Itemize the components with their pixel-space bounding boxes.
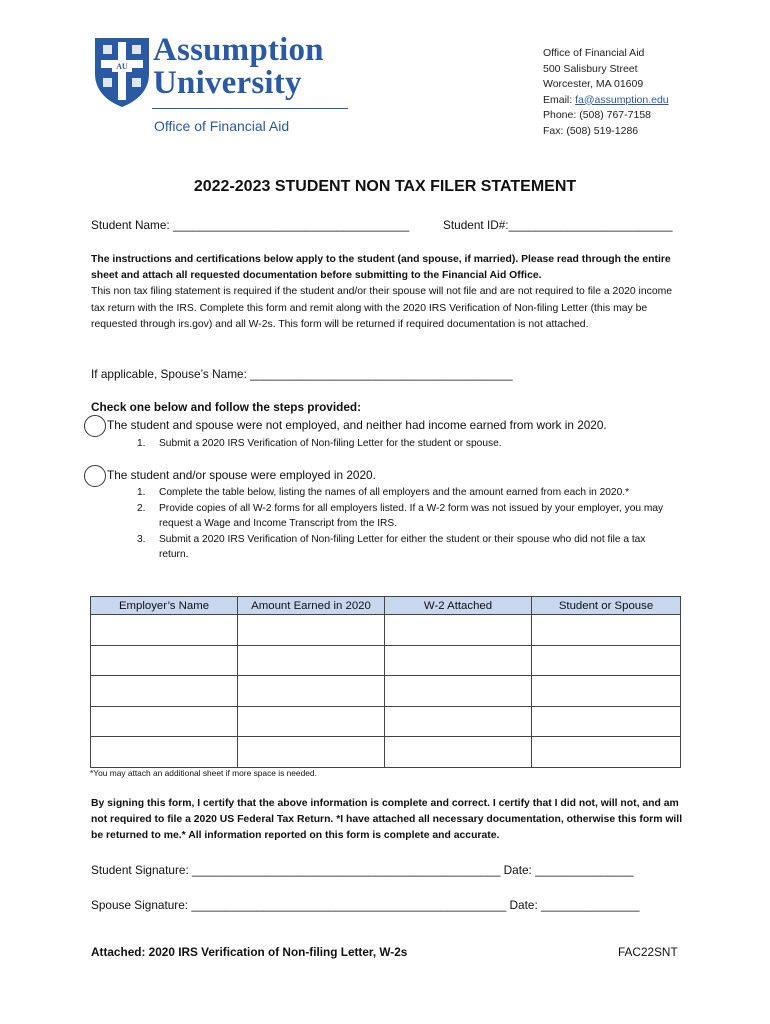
table-cell[interactable]: [91, 706, 238, 737]
col-w2-attached: W-2 Attached: [385, 597, 532, 615]
list-item: 1. Complete the table below, listing the names of all employers and the amount earned from each in 2020.*: [137, 487, 630, 498]
logo-line-2: University: [153, 65, 302, 101]
col-employer-name: Employer’s Name: [91, 597, 238, 615]
logo-subtitle: Office of Financial Aid: [154, 118, 290, 134]
spouse-signature-field[interactable]: Spouse Signature: ________________________________________________ Date: _______________: [91, 898, 640, 912]
office-city: Worcester, MA 01609: [543, 78, 644, 90]
form-code: FAC22SNT: [618, 945, 678, 959]
table-row: [91, 615, 681, 646]
shield-monogram: AU: [116, 62, 128, 71]
list-item: 1. Submit a 2020 IRS Verification of Non-filing Letter for the student or spouse.: [137, 438, 502, 449]
table-note: *You may attach an additional sheet if more space is needed.: [90, 768, 317, 778]
col-amount-earned: Amount Earned in 2020: [238, 597, 385, 615]
office-email-row: [543, 93, 669, 109]
table-cell[interactable]: [532, 615, 681, 646]
student-name-field[interactable]: Student Name: ____________________________________: [91, 218, 410, 232]
logo-wordmark: [153, 34, 324, 100]
instructions-body: This non tax filing statement is required if the student and/or their spouse will not file and are not required to file a 2020 income tax return with the IRS. Complete this form and remit along with the 2020 IRS Verification of Non-filing Letter (this may be requested through irs.gov) and all W-2s. This form will be returned if required documentation is not attached.: [91, 286, 673, 330]
table-row: [91, 706, 681, 737]
list-item: 2. Provide copies of all W-2 forms for all employers listed. If a W-2 form was not issued by your employer, you may request a Wage and Income Transcript from the IRS.: [137, 502, 664, 530]
table-cell[interactable]: [91, 737, 238, 768]
office-contact-block: [543, 46, 669, 139]
table-cell[interactable]: [532, 645, 681, 676]
email-label: Email:: [543, 93, 576, 106]
office-name: Office of Financial Aid: [543, 47, 645, 59]
list-item: 3. Submit a 2020 IRS Verification of Non-filing Letter for either the student or their spouse who did not file a tax return.: [137, 533, 646, 561]
table-cell[interactable]: [385, 645, 532, 676]
certification-statement: By signing this form, I certify that the above information is complete and correct. I certify that I did not, will not, and am not required to file a 2020 US Federal Tax Return. *I have attached all necessary documentation, otherwise this form will be returned to me.* All information reported on this form is complete and accurate.: [91, 798, 683, 842]
office-fax: Fax: (508) 519-1286: [543, 124, 639, 137]
option-not-employed-label: The student and spouse were not employed, and neither had income earned from work in 2020.: [107, 418, 607, 432]
instructions-block: [91, 252, 687, 333]
table-cell[interactable]: [91, 676, 238, 707]
page-title: 2022-2023 STUDENT NON TAX FILER STATEMENT: [193, 178, 577, 195]
table-cell[interactable]: [238, 706, 385, 737]
office-street: 500 Salisbury Street: [543, 62, 638, 75]
check-heading: Check one below and follow the steps provided:: [91, 400, 362, 414]
table-row: [91, 645, 681, 676]
student-id-field[interactable]: Student ID#:_________________________: [443, 218, 673, 232]
table-cell[interactable]: [238, 615, 385, 646]
table-cell[interactable]: [91, 615, 238, 646]
shield-icon: [93, 36, 151, 108]
table-cell[interactable]: [532, 737, 681, 768]
table-row: [91, 676, 681, 707]
table-cell[interactable]: [532, 676, 681, 707]
logo-divider: [152, 108, 348, 109]
logo-line-1: Assumption: [153, 32, 324, 68]
table-cell[interactable]: [385, 706, 532, 737]
option-employed-steps: [137, 485, 667, 563]
student-signature-field[interactable]: Student Signature: _______________________________________________ Date: _______________: [91, 863, 634, 877]
table-row: [91, 737, 681, 768]
office-phone: Phone: (508) 767-7158: [543, 109, 651, 121]
option-not-employed-steps: [137, 436, 677, 452]
table-cell[interactable]: [385, 737, 532, 768]
col-student-or-spouse: Student or Spouse: [532, 597, 681, 615]
table-cell[interactable]: [238, 737, 385, 768]
table-header-row: [91, 597, 681, 615]
table-cell[interactable]: [91, 645, 238, 676]
table-cell[interactable]: [238, 645, 385, 676]
employer-table: [90, 596, 681, 768]
table-cell[interactable]: [238, 676, 385, 707]
table-cell[interactable]: [385, 615, 532, 646]
option-not-employed-radio[interactable]: [84, 415, 106, 437]
instructions-bold: The instructions and certifications below apply to the student (and spouse, if married). Please read through the entire sheet and attach all requested documentation before submitting to the Financial Aid Office.: [91, 254, 671, 282]
email-link[interactable]: fa@assumption.edu: [575, 93, 669, 106]
option-employed-radio[interactable]: [84, 465, 106, 487]
table-cell[interactable]: [385, 676, 532, 707]
table-cell[interactable]: [532, 706, 681, 737]
option-employed-label: The student and/or spouse were employed in 2020.: [107, 468, 376, 482]
footer-attached: Attached: 2020 IRS Verification of Non-filing Letter, W-2s: [91, 945, 408, 959]
spouse-name-field[interactable]: If applicable, Spouse’s Name: ________________________________________: [91, 367, 513, 381]
